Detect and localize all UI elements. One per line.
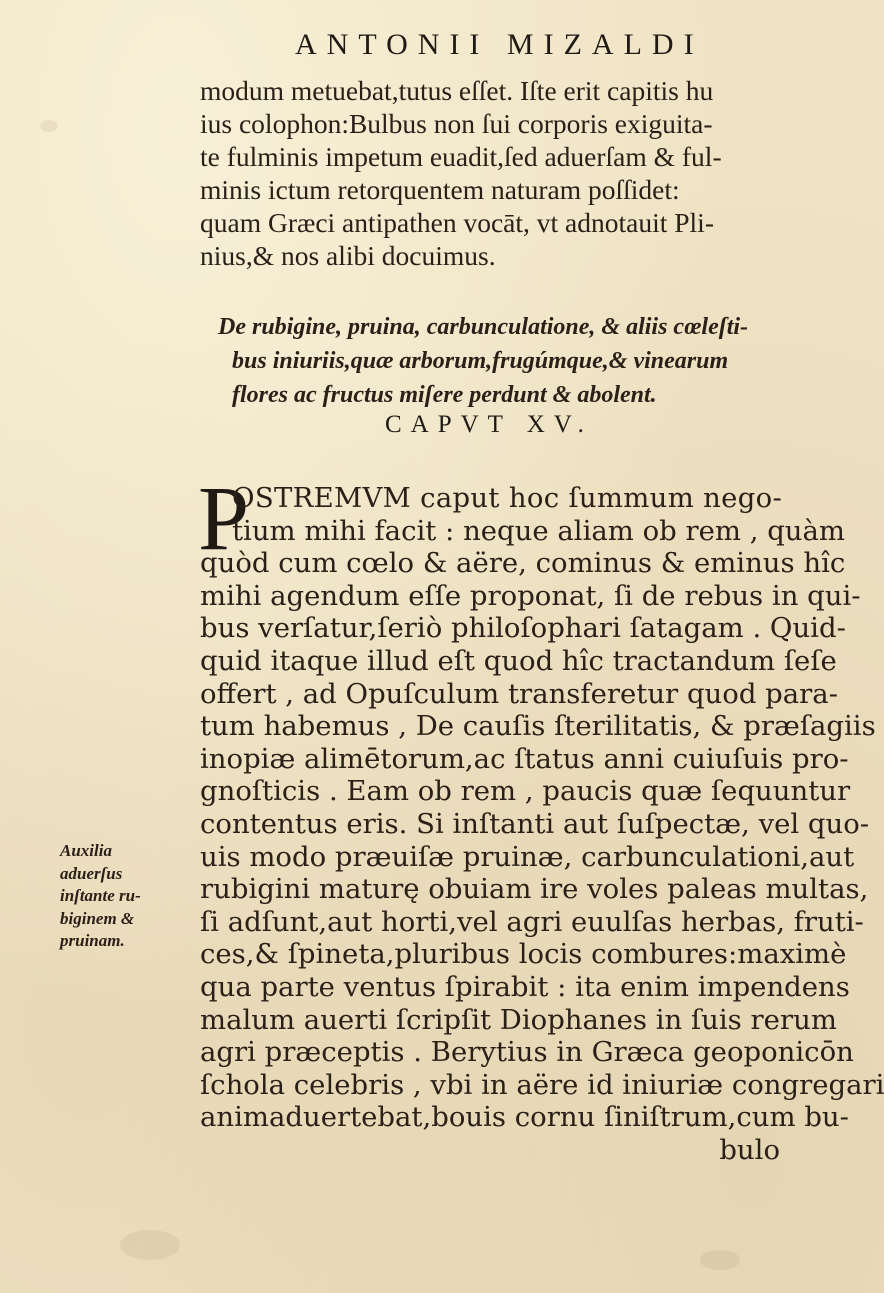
- paper-stain: [700, 1250, 740, 1270]
- drop-cap-initial: P: [198, 467, 250, 569]
- chapter-title: [218, 310, 788, 412]
- text-line: ces,& ſpineta,pluribus locis combures:maximè: [200, 938, 847, 971]
- text-line: gnoſticis . Eam ob rem , paucis quæ ſequuntur: [200, 775, 851, 808]
- margin-note-line: Auxilia: [60, 841, 112, 860]
- text-line: animaduertebat,bouis cornu ſiniſtrum,cum bu-: [200, 1101, 849, 1134]
- text-line: uis modo præuiſæ pruinæ, carbunculationi,aut: [200, 840, 855, 873]
- text-line: offert , ad Opuſculum transferetur quod para-: [200, 677, 838, 710]
- chapter-heading: CAPVT XV.: [385, 411, 593, 438]
- text-line: bus verſatur,ſeriò philoſophari ſatagam . Quid-: [200, 612, 846, 645]
- margin-note-line: biginem &: [60, 908, 135, 928]
- text-line: contentus eris. Si inſtanti aut ſuſpectæ, vel quo-: [200, 807, 870, 840]
- text-line: tium mihi facit : neque aliam ob rem , quàm: [232, 514, 845, 547]
- text-line: qua parte ventus ſpirabit : ita enim impendens: [200, 970, 850, 1003]
- chapter-title-line: bus iniuriis,quæ arborum,frugúmque,& vinearum: [232, 348, 729, 374]
- text-line: quid itaque illud eſt quod hîc tractandum ſeſe: [200, 644, 837, 677]
- text-line: rubigini maturę obuiam ire voles paleas multas,: [200, 873, 869, 906]
- text-line: nius,& nos alibi docuimus.: [200, 240, 496, 271]
- chapter-body: [200, 482, 884, 1166]
- margin-note: [60, 840, 190, 953]
- text-line: inopiæ alimētorum,ac ſtatus anni cuiuſuis pro-: [200, 742, 849, 775]
- text-line: agri præceptis . Berytius in Græca geoponicōn: [200, 1036, 854, 1069]
- text-line: quòd cum cœlo & aëre, cominus & eminus hîc: [200, 547, 846, 580]
- text-line: tum habemus , De cauſis ſterilitatis, & præſagiis: [200, 710, 876, 743]
- catchword: bulo: [719, 1133, 780, 1166]
- paper-stain: [120, 1230, 180, 1260]
- text-line: quam Græci antipathen vocāt, vt adnotauit Pli-: [200, 207, 714, 238]
- text-line: mihi agendum eſſe proponat, ſi de rebus in qui-: [200, 579, 861, 612]
- text-line: minis ictum retorquentem naturam poſſidet:: [200, 174, 680, 205]
- paragraph-1: [200, 74, 790, 272]
- text-line: modum metuebat,tutus eſſet. Iſte erit capitis hu: [200, 75, 714, 106]
- chapter-title-line: flores ac fructus miſere perdunt & abolent.: [232, 382, 657, 408]
- margin-note-line: inſtante ru-: [60, 886, 141, 905]
- running-head: ANTONII MIZALDI: [295, 28, 704, 61]
- text-line: ius colophon:Bulbus non ſui corporis exiguita-: [200, 108, 713, 139]
- text-line: ſchola celebris , vbi in aëre id iniuriæ congregari: [200, 1068, 884, 1101]
- text-line: ſi adſunt,aut horti,vel agri euulſas herbas, fruti-: [200, 905, 864, 938]
- margin-note-line: pruinam.: [60, 931, 125, 950]
- text-line: malum auerti ſcripſit Diophanes in ſuis rerum: [200, 1003, 837, 1036]
- text-line: te fulminis impetum euadit,ſed aduerſam & ful-: [200, 141, 722, 172]
- text-line: OSTREMVM caput hoc ſummum nego-: [232, 482, 783, 514]
- margin-note-line: aduerſus: [60, 863, 123, 883]
- chapter-title-line: De rubigine, pruina, carbunculatione, & aliis cœleſti-: [218, 314, 749, 340]
- paper-stain: [40, 120, 58, 132]
